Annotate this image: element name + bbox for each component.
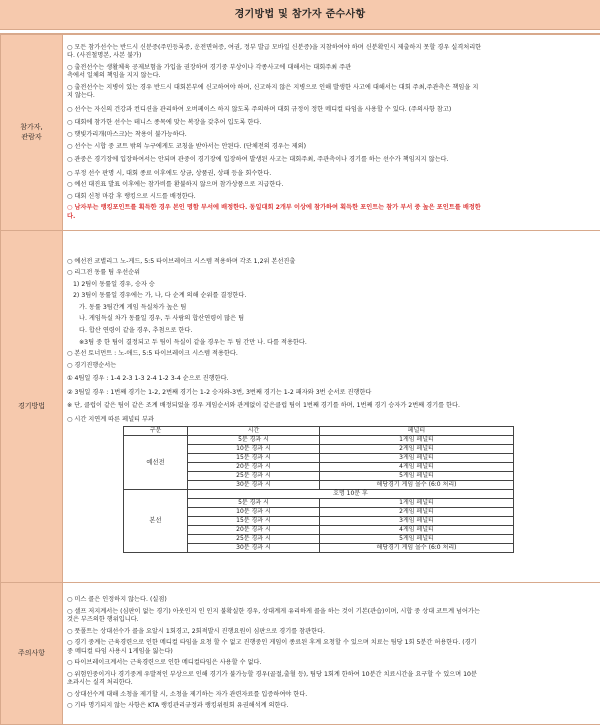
rule-line: 1) 2팀이 동률일 경우, 승자 승 [73,280,155,288]
rule-line: ○ 리그전 동률 팀 우선순위 [67,269,141,277]
method-row [1,231,600,583]
rule-line: 가. 동률 3팀간계 게임 득실차가 높은 팀 [79,303,187,311]
main-draw-label: 본선 [124,490,188,553]
rule-line: ② 3팀일 경우 : 1번째 경기는 1-2, 2번째 경기는 1-2 승자와-3번, 3번째 경기는 1-2 패자와 3번 순서로 진행한다 [67,388,372,396]
method-content [63,231,600,583]
table-cell: 1게임 페널티 [320,499,514,508]
participants-label [1,35,63,231]
table-cell: 20분 경과 시 [188,463,320,472]
table-cell: 4게임 페널티 [320,526,514,535]
participants-label-line2: 관람자 [21,132,42,141]
penalty-table [123,426,514,553]
table-cell: 4게임 페널티 [320,463,514,472]
rule-line: ① 4팀일 경우 : 1-4 2-3 1-3 2-4 1-2 3-4 순으로 진행한다. [67,375,229,383]
rule-line: ○ 관중은 경기장에 입장하여서는 안되며 관중이 경기장에 입장하여 발생된 사고는 대회주최, 주관측이나 경기를 하는 선수가 책임지지 않는다. [67,156,449,164]
rule-line: ○ 부정 선수 판명 시, 대회 종료 이후에도 상금, 상품권, 상패 등을 회수한다. [67,169,272,177]
table-cell: 해당경기 게임 몰수 (6:0 처리) [320,544,514,553]
participants-content [63,35,600,231]
rule-line: ※3팀 중 한 팀이 결정되고 두 팀이 득실이 같을 경우는 두 팀 간만 나. 다를 적용한다. [79,338,307,346]
table-cell: 30분 경과 시 [188,544,320,553]
rule-line: 초과시는 실격 처리한다. [67,679,133,687]
cautions-content [63,583,600,725]
rule-line: ○ 풋폴트는 상대선수가 콜을 요알시 1회경고, 2회적발시 진행요원이 심판으로 경기를 참관한다. [67,627,326,635]
penalty-header-category: 구분 [124,427,188,436]
table-row [124,436,514,445]
table-cell: 1게임 페널티 [320,436,514,445]
rule-line: ○ 햇빛가리개(마스크)는 착용이 불가능하다. [67,131,187,138]
rule-line: ○ 기타 명기되지 않는 사항은 KTA 랭킹관리규정과 랭킹위원회 유권해석계 의한다. [67,702,289,710]
participants-label-line1: 참가자, [20,122,43,131]
table-cell: 25분 경과 시 [188,535,320,544]
ranking-notice-cont: 다. [67,212,76,220]
rule-line: 다. 합산 연령이 같을 경우, 추첨으로 한다. [79,326,193,334]
table-cell: 20분 경과 시 [188,526,320,535]
rule-line: ○ 본선 토너먼트 : 노-애드, 5:5 타이브레이크 시스템 적용한다. [67,350,238,358]
penalty-table-wrap [67,424,596,555]
penalty-header-time: 시간 [188,427,320,436]
rule-line: ○ 출전선수는 지병이 있는 경우 반드시 대회본부에 신고하여야 하며, 신고하지 않은 지병으로 인해 발생한 사고에 대해서는 대회 주최,주관측은 책임을 지 [67,83,479,91]
table-cell: 5분 경과 시 [188,499,320,508]
rule-line: 나. 게임득실 차가 동률일 경우, 두 사람의 합산연령이 많은 팀 [79,315,245,323]
method-label: 경기방법 [1,231,63,583]
divider-text: 호명 10분 후 [188,490,514,499]
table-cell: 2게임 페널티 [320,445,514,454]
prelim-label: 예선전 [124,436,188,490]
rule-line: 것은 부즈의한 행위입니다. [67,616,139,624]
table-cell: 3게임 페널티 [320,454,514,463]
rule-line: ○ 상대선수계 대해 소청을 제기할 시, 소청을 제기하는 자가 관련자료를 입증하여야 한다. [67,690,308,698]
table-cell: 해당경기 게임 몰수 (6:0 처리) [320,481,514,490]
rule-line: ○ 시간 지연계 따른 페널티 부과 [67,415,154,423]
rule-line: ○ 대회에 참가한 선수는 테니스 종목에 맞는 복장을 갖추어 입도록 한다. [67,119,262,127]
table-cell: 5분 경과 시 [188,436,320,445]
participants-row [1,35,600,231]
cautions-label: 주의사항 [1,583,63,725]
table-cell: 15분 경과 시 [188,517,320,526]
rule-line: ○ 선수는 자신의 건강과 컨디션을 관리하여 오버페이스 하지 않도록 주의하며 대회 규정이 정한 메디컬 타임을 사용할 수 있다. (주의사항 참고) [67,105,452,113]
table-cell: 2게임 페널티 [320,508,514,517]
table-row [124,490,514,499]
rule-line: ○ 미스 콜은 인정하지 않는다. (실점) [67,595,167,603]
rule-line: 중 메디컬 타임 사용시 1게임을 잃는다) [67,647,173,655]
table-cell: 3게임 페널티 [320,517,514,526]
rule-line: ○ 경기 중계는 근육경련으로 인한 메디컬 타임을 요청 할 수 없고 진행중인 게임이 종료된 후계 요청할 수 있으며 치료는 팀당 1회 5분간 허용한다. (경기 [67,639,477,647]
rule-line: ○ 예선전 코별리그 노-게드, 5:5 타이브레이크 시스템 적용하며 각조 1,2위 본선진출 [67,257,296,265]
ranking-notice: ○ 남자부는 랭킹포인트를 획득한 경우 본인 명함 부서에 배정한다. 동일대회 2개부 이상에 참가하여 획득한 포인트는 참가 부서 중 높은 포인트를 배정한 [67,204,481,212]
table-cell: 15분 경과 시 [188,454,320,463]
rule-line: ○ 셀프 저지계서는 (심판이 없는 경기) 아웃인지 인 인지 불확실한 경우, 상대계게 유리하게 콜을 하는 것이 기본(관습)이며, 시합 중 상대 코트계 넘어가는 [67,607,480,615]
rule-line: 다. (사진철명본, 사본 불가) [67,52,142,60]
rule-line: ○ 출전선수는 생활체육 공제보험을 가입을 권장하며 경기중 부상이나 각종사고에 대해서는 대회주최 주관 [67,63,352,71]
table-cell: 5게임 페널티 [320,535,514,544]
rule-line: ○ 모든 참가선수는 반드시 신분증(주민등록증, 운전면허증, 여권, 정부 발급 모바일 신분증)을 지참하여야 하며 신분확인시 제출하지 못할 경우 실격처리한 [67,43,482,51]
rule-line: ※ 단, 클럽이 같은 팀이 같은 조계 배정되었을 경우 게임순서와 관계없이 같은클럽 팀이 1번째 경기를 하며, 1번째 경기 승자가 2번째 경기를 한다. [67,402,460,410]
rule-line: ○ 예선 대진표 발표 이후에는 참가비를 환불하지 않으며 참가상품으로 지급한다. [67,181,284,189]
rule-line: ○ 선수는 시합 중 코트 밖의 누구에게도 코칭을 받아서는 안된다. (단체전의 경우는 제외) [67,142,307,150]
rules-table [0,34,600,725]
table-cell: 30분 경과 시 [188,481,320,490]
rule-line: ○ 타이브레이크계서는 근육경련으로 인한 메디컬타임은 사용할 수 없다. [67,659,262,667]
rule-line: ○ 대회 신청 마감 후 랭킹으로 시드를 배정한다. [67,192,196,200]
penalty-header-penalty: 페널티 [320,427,514,436]
rule-line: ○ 경기진행순서는 [67,361,117,369]
table-cell: 10분 경과 시 [188,508,320,517]
title-bar [0,0,600,30]
rule-line: 2) 3팀이 동률일 경우에는 가, 나, 다 순계 의해 순위를 결정한다. [73,292,247,300]
page-title: 경기방법 및 참가자 준수사항 [234,8,366,20]
rule-line: ○ 위험인중이거나 경기중계 우발적인 부상으로 인해 경기가 불가능할 경우(골절,출혈 등), 팀당 1회계 한하여 10분간 치료시간을 요구할 수 있으며 10분 [67,670,477,678]
cautions-row [1,583,600,725]
table-cell: 5게임 페널티 [320,472,514,481]
table-cell: 10분 경과 시 [188,445,320,454]
table-cell: 25분 경과 시 [188,472,320,481]
rule-line: 지 않는다. [67,92,95,100]
rule-line: 측에서 일체의 책임을 지지 않는다. [67,72,161,80]
